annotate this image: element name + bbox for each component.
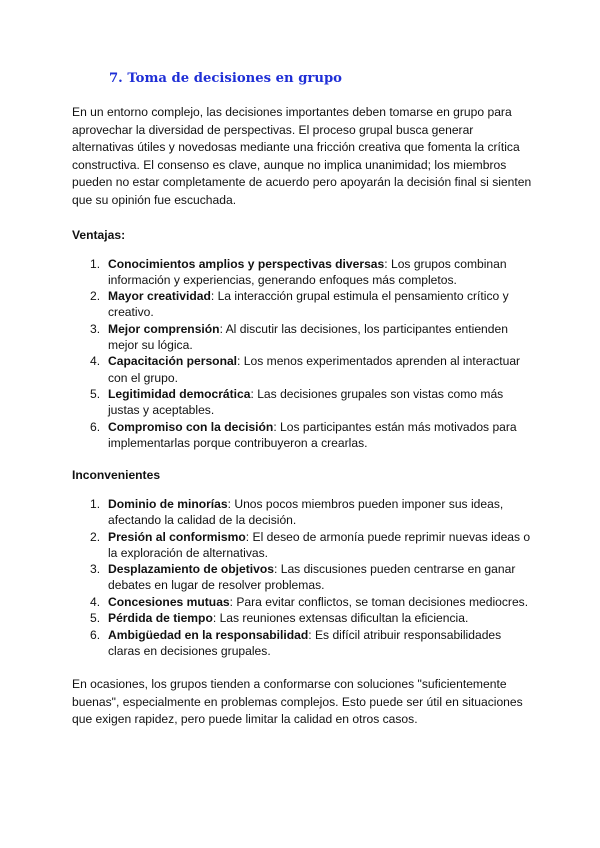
list-term: Presión al conformismo — [108, 529, 246, 544]
list-item — [72, 256, 532, 288]
list-item — [72, 288, 532, 320]
list-term: Dominio de minorías — [108, 496, 228, 511]
list-item — [72, 610, 532, 626]
list-term: Conocimientos amplios y perspectivas diversas — [108, 256, 385, 271]
list-text: : Unos pocos miembros pueden imponer sus ideas, afectando la calidad de la decisión. — [108, 496, 504, 528]
list-number: 3. — [90, 321, 101, 336]
list-text: : Las decisiones grupales son vistas como más justas y aceptables. — [108, 386, 504, 418]
closing-paragraph: En ocasiones, los grupos tienden a conformarse con soluciones "suficientemente buenas", especialmente en problemas complejos. Esto puede ser útil en situaciones que exigen rapidez, pero puede limitar la calidad en otros casos. — [72, 676, 523, 727]
list-text: : La interacción grupal estimula el pensamiento crítico y creativo. — [108, 289, 509, 320]
list-text: : Las reuniones extensas dificultan la eficiencia. — [212, 611, 469, 626]
inconvenientes-heading: Inconvenientes — [72, 467, 161, 482]
list-term: Capacitación personal — [108, 354, 238, 369]
list-text: : Los grupos combinan información y experiencias, generando enfoques más completos. — [108, 256, 507, 287]
list-item — [72, 496, 532, 528]
list-term: Mayor creatividad — [108, 289, 211, 304]
list-text: : Al discutir las decisiones, los participantes entienden mejor su lógica. — [108, 321, 508, 352]
list-item — [72, 353, 532, 385]
ventajas-heading: Ventajas: — [72, 227, 126, 242]
list-number: 2. — [90, 529, 101, 544]
section-title: 7. Toma de decisiones en grupo — [109, 71, 342, 86]
list-number: 4. — [90, 354, 101, 369]
list-number: 6. — [90, 627, 101, 642]
list-text: : Es difícil atribuir responsabilidades claras en decisiones grupales. — [108, 627, 502, 658]
list-text: : Para evitar conflictos, se toman decisiones mediocres. — [229, 594, 529, 609]
list-text: : El deseo de armonía puede reprimir nuevas ideas o la exploración de alternativas. — [108, 529, 531, 560]
intro-paragraph: En un entorno complejo, las decisiones importantes deben tomarse en grupo para aprovechar la diversidad de perspectivas. El proceso grupal busca generar alternativas útiles y novedosas mediante una fricción creativa que fomenta la crítica constructiva. El consenso es clave, aunque no implica unanimidad; los miembros pueden no estar completamente de acuerdo pero apoyarán la decisión final si sienten que su opinión fue escuchada. — [72, 105, 532, 207]
list-term: Compromiso con la decisión — [108, 419, 274, 434]
ventajas-list — [72, 256, 532, 451]
list-term: Pérdida de tiempo — [108, 611, 213, 626]
list-number: 5. — [90, 611, 101, 626]
list-number: 6. — [90, 419, 101, 434]
list-term: Mejor comprensión — [108, 321, 220, 336]
list-item — [72, 561, 532, 593]
list-item — [72, 419, 532, 451]
list-term: Ambigüedad en la responsabilidad — [108, 627, 309, 642]
list-term: Desplazamiento de objetivos — [108, 562, 274, 577]
list-text: : Los menos experimentados aprenden al interactuar con el grupo. — [108, 354, 521, 385]
list-item — [72, 386, 532, 418]
inconvenientes-list — [72, 496, 532, 659]
list-number: 1. — [90, 256, 101, 271]
list-item — [72, 627, 532, 659]
list-text: : Los participantes están más motivados para implementarlas porque contribuyeron a crearlas. — [108, 419, 517, 450]
list-number: 2. — [90, 289, 101, 304]
list-term: Legitimidad democrática — [108, 386, 251, 401]
document-page — [72, 70, 532, 729]
list-number: 3. — [90, 562, 101, 577]
list-item — [72, 529, 532, 561]
list-number: 1. — [90, 496, 101, 511]
list-number: 4. — [90, 594, 101, 609]
list-term: Concesiones mutuas — [108, 594, 230, 609]
list-item — [72, 321, 532, 353]
list-item — [72, 594, 532, 610]
list-number: 5. — [90, 386, 101, 401]
list-text: : Las discusiones pueden centrarse en ganar debates en lugar de resolver problemas. — [108, 562, 516, 593]
